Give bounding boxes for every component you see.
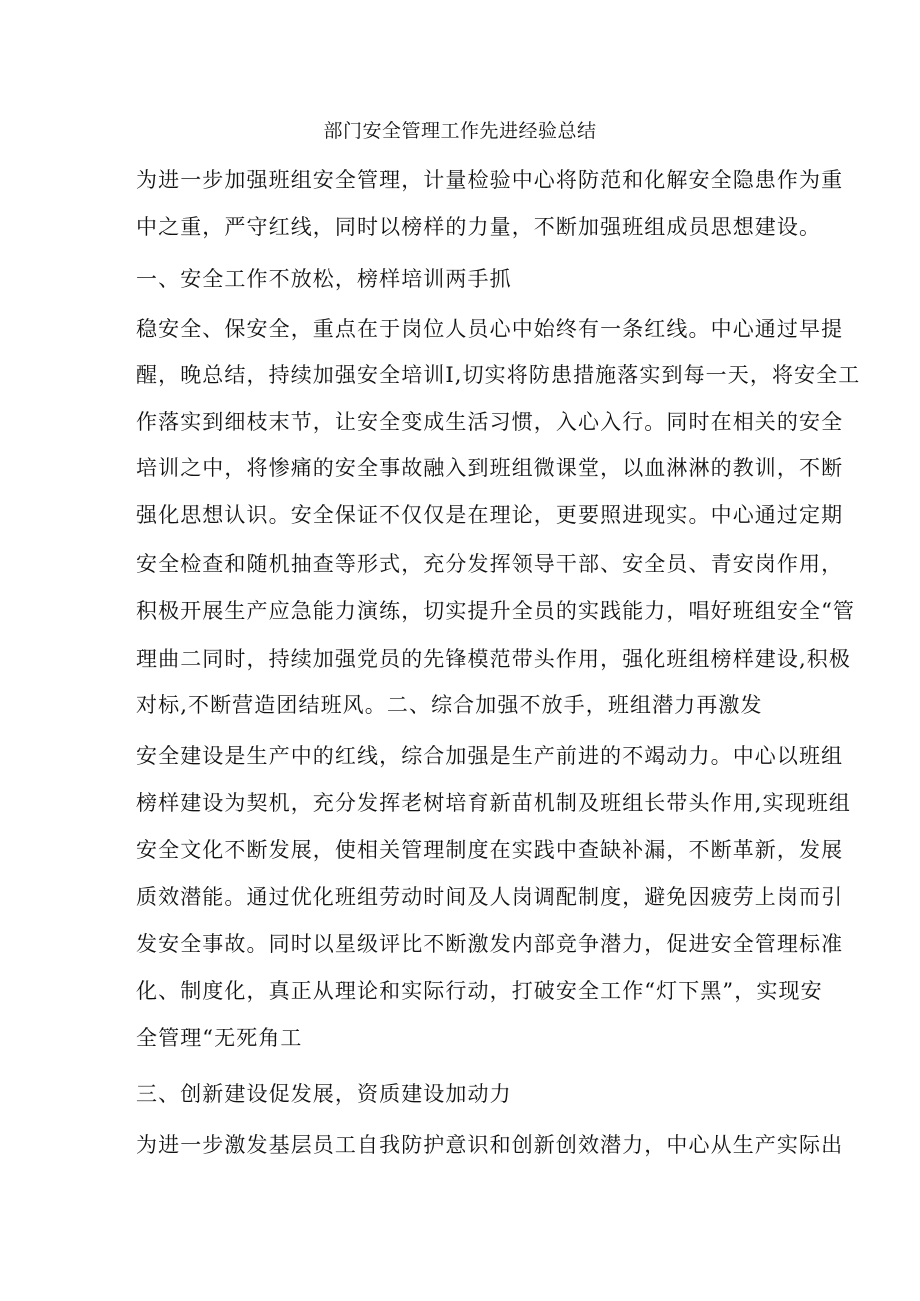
section-heading: 一、安全工作不放松，榜样培训两手抓 — [136, 267, 512, 291]
text-line: 对标,不断营造团结班风。二、综合加强不放手，班组潜力再激发 — [136, 693, 763, 717]
text-line: 醒，晚总结，持续加强安全培训Ⅰ,切实将防患措施落实到每一天，将安全工 — [136, 363, 861, 387]
text-line: 质效潜能。通过优化班组劳动时间及人岗调配制度，避免因疲劳上岗而引 — [136, 885, 844, 909]
document-title: 部门安全管理工作先进经验总结 — [323, 120, 597, 142]
section-heading: 三、创新建设促发展，资质建设加动力 — [136, 1082, 512, 1106]
text-line: 安全文化不断发展，使相关管理制度在实践中查缺补漏，不断革新，发展 — [136, 838, 844, 862]
text-line: 安全建设是生产中的红线，综合加强是生产前进的不竭动力。中心以班组 — [136, 744, 844, 768]
text-line: 培训之中，将惨痛的安全事故融入到班组微课堂，以血淋淋的教训，不断 — [136, 456, 844, 480]
text-line: 安全检查和随机抽查等形式，充分发挥领导干部、安全员、青安岗作用， — [136, 552, 844, 576]
text-line: 为进一步加强班组安全管理，计量检验中心将防范和化解安全隐患作为重 — [136, 168, 844, 192]
text-line: 作落实到细枝末节，让安全变成生活习惯，入心入行。同时在相关的安全 — [136, 410, 844, 434]
text-line: 化、制度化，真正从理论和实际行动，打破安全工作“灯下黑”，实现安 — [136, 979, 823, 1003]
text-line: 中之重，严守红线，同时以榜样的力量，不断加强班组成员思想建设。 — [136, 215, 822, 239]
text-line: 发安全事故。同时以星级评比不断激发内部竞争潜力，促进安全管理标准 — [136, 932, 844, 956]
text-line: 理曲二同时，持续加强党员的先锋模范带头作用，强化班组榜样建设,积极 — [136, 647, 851, 671]
text-line: 全管理“无死角工 — [136, 1026, 303, 1050]
text-line: 榜样建设为契机，充分发挥老树培育新苗机制及班组长带头作用,实现班组 — [136, 791, 851, 815]
text-line: 为进一步激发基层员工自我防护意识和创新创效潜力，中心从生产实际出 — [136, 1133, 844, 1157]
text-line: 积极开展生产应急能力演练，切实提升全员的实践能力，唱好班组安全“管 — [136, 599, 856, 623]
text-line: 强化思想认识。安全保证不仅仅是在理论，更要照进现实。中心通过定期 — [136, 503, 844, 527]
text-line: 稳安全、保安全，重点在于岗位人员心中始终有一条红线。中心通过早提 — [136, 317, 844, 341]
